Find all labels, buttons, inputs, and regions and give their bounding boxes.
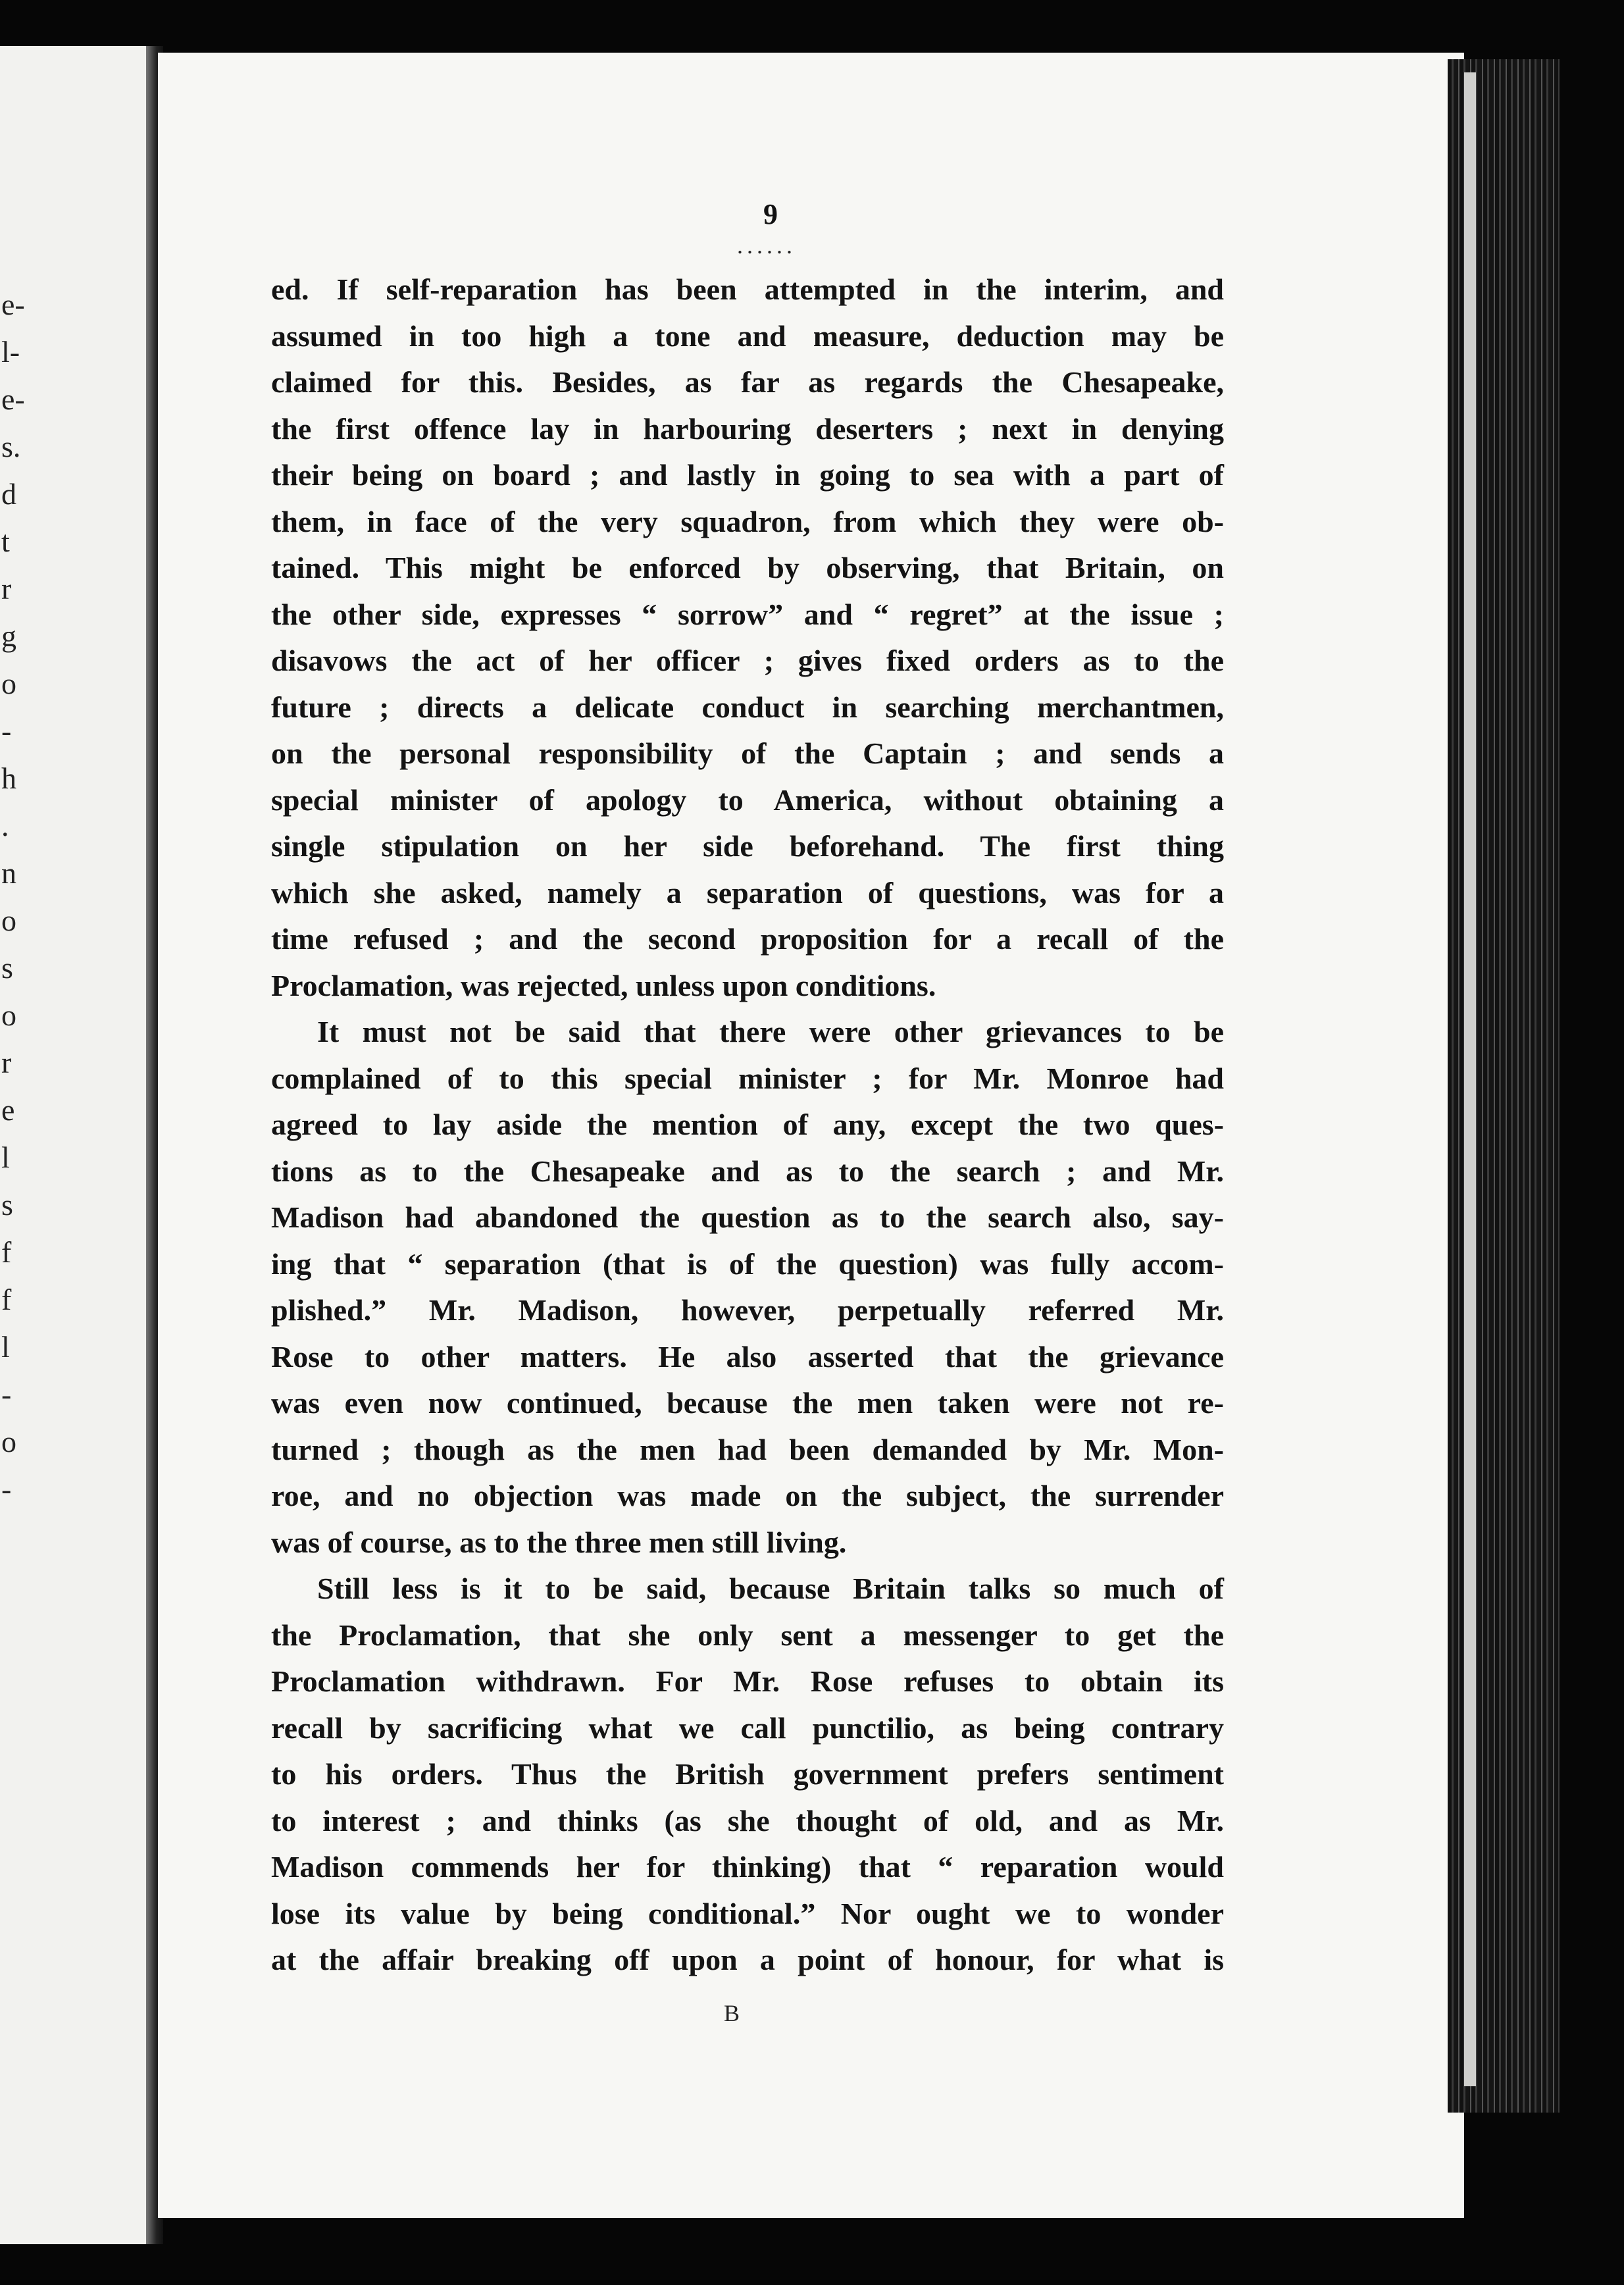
text-line: the Proclamation, that she only sent a messenger to get the bbox=[271, 1618, 1224, 1652]
left-page-fragment: s bbox=[1, 1188, 13, 1221]
text-line: lose its value by being conditional.” Nor ought we to wonder bbox=[271, 1896, 1224, 1930]
body-text bbox=[271, 267, 1224, 1984]
text-line: special minister of apology to America, without obtaining a bbox=[271, 783, 1224, 817]
book-page-edge-highlight bbox=[1464, 72, 1476, 2086]
left-page-fragment: e- bbox=[1, 288, 25, 321]
left-page-fragment: r bbox=[1, 1046, 12, 1079]
text-line: It must not be said that there were other grievances to be bbox=[317, 1015, 1224, 1048]
text-line: Proclamation, was rejected, unless upon conditions. bbox=[271, 968, 936, 1002]
text-line: future ; directs a delicate conduct in searching merchantmen, bbox=[271, 690, 1224, 724]
text-line: was even now continued, because the men taken were not re- bbox=[271, 1386, 1224, 1420]
text-line: on the personal responsibility of the Captain ; and sends a bbox=[271, 736, 1224, 770]
text-line: assumed in too high a tone and measure, deduction may be bbox=[271, 319, 1224, 353]
left-page-fragment: t bbox=[1, 525, 10, 558]
text-line: claimed for this. Besides, as far as regards the Chesapeake, bbox=[271, 365, 1224, 399]
left-page-fragment: - bbox=[1, 1377, 12, 1411]
signature-mark: B bbox=[724, 2000, 740, 2026]
text-line: ed. If self-reparation has been attempted in the interim, and bbox=[271, 272, 1224, 306]
text-line: Madison commends her for thinking) that “ reparation would bbox=[271, 1850, 1224, 1884]
left-page-fragment: o bbox=[1, 667, 16, 700]
left-page-fragment: . bbox=[1, 809, 9, 842]
left-page-fragment: h bbox=[1, 761, 16, 795]
text-line: to interest ; and thinks (as she thought of old, and as Mr. bbox=[271, 1803, 1224, 1837]
left-page-fragment: f bbox=[1, 1283, 12, 1316]
left-page-fragment: s. bbox=[1, 430, 21, 463]
left-facing-page bbox=[0, 46, 151, 2244]
text-line: tained. This might be enforced by observing, that Britain, on bbox=[271, 551, 1224, 584]
page-number: 9 bbox=[763, 198, 778, 230]
text-line: time refused ; and the second proposition for a recall of the bbox=[271, 922, 1224, 956]
text-line: was of course, as to the three men still living. bbox=[271, 1525, 847, 1559]
text-line: their being on board ; and lastly in going to sea with a part of bbox=[271, 458, 1224, 492]
left-page-fragment: n bbox=[1, 856, 16, 890]
left-page-fragment: o bbox=[1, 904, 16, 937]
left-page-fragment: l bbox=[1, 1330, 10, 1364]
left-page-fragment: g bbox=[1, 619, 16, 653]
text-line: recall by sacrificing what we call punctilio, as being contrary bbox=[271, 1710, 1224, 1745]
left-page-fragment: s bbox=[1, 951, 13, 985]
text-line: turned ; though as the men had been demanded by Mr. Mon- bbox=[271, 1432, 1224, 1466]
left-page-fragment: e- bbox=[1, 382, 25, 416]
text-line: them, in face of the very squadron, from which they were ob- bbox=[271, 504, 1224, 538]
text-line: disavows the act of her officer ; gives fixed orders as to the bbox=[271, 644, 1224, 677]
text-line: Proclamation withdrawn. For Mr. Rose refuses to obtain its bbox=[271, 1664, 1224, 1698]
text-line: plished.” Mr. Madison, however, perpetually referred Mr. bbox=[271, 1293, 1224, 1327]
text-line: single stipulation on her side beforehand. The first thing bbox=[271, 829, 1224, 863]
left-page-fragment: l bbox=[1, 1141, 10, 1174]
left-page-text-fragments bbox=[0, 46, 39, 2244]
text-line: the other side, expresses “ sorrow” and “ regret” at the issue ; bbox=[271, 597, 1224, 631]
text-line: at the affair breaking off upon a point of honour, for what is bbox=[271, 1943, 1224, 1976]
page-ornament: ...... bbox=[737, 232, 796, 259]
left-page-fragment: f bbox=[1, 1235, 12, 1269]
text-line: which she asked, namely a separation of questions, was for a bbox=[271, 875, 1224, 910]
left-page-fragment: o bbox=[1, 1425, 16, 1458]
text-line: Still less is it to be said, because Britain talks so much of bbox=[317, 1572, 1224, 1605]
left-page-fragment: o bbox=[1, 998, 16, 1032]
text-line: ing that “ separation (that is of the question) was fully accom- bbox=[271, 1246, 1224, 1281]
left-page-fragment: - bbox=[1, 714, 12, 748]
text-line: Rose to other matters. He also asserted that the grievance bbox=[271, 1339, 1224, 1374]
left-page-fragment: l- bbox=[1, 335, 20, 369]
left-page-fragment: d bbox=[1, 477, 16, 511]
text-line: the first offence lay in harbouring deserters ; next in denying bbox=[271, 411, 1224, 446]
left-page-fragment: e bbox=[1, 1093, 15, 1127]
text-line: to his orders. Thus the British government prefers sentiment bbox=[271, 1757, 1224, 1791]
text-line: tions as to the Chesapeake and as to the search ; and Mr. bbox=[271, 1154, 1224, 1188]
left-page-fragment: r bbox=[1, 572, 12, 605]
text-line: Madison had abandoned the question as to the search also, say- bbox=[271, 1200, 1224, 1234]
text-line: complained of to this special minister ; for Mr. Monroe had bbox=[271, 1061, 1224, 1095]
left-page-fragment: - bbox=[1, 1472, 12, 1506]
text-line: agreed to lay aside the mention of any, except the two ques- bbox=[271, 1108, 1224, 1141]
text-line: roe, and no objection was made on the subject, the surrender bbox=[271, 1479, 1224, 1512]
